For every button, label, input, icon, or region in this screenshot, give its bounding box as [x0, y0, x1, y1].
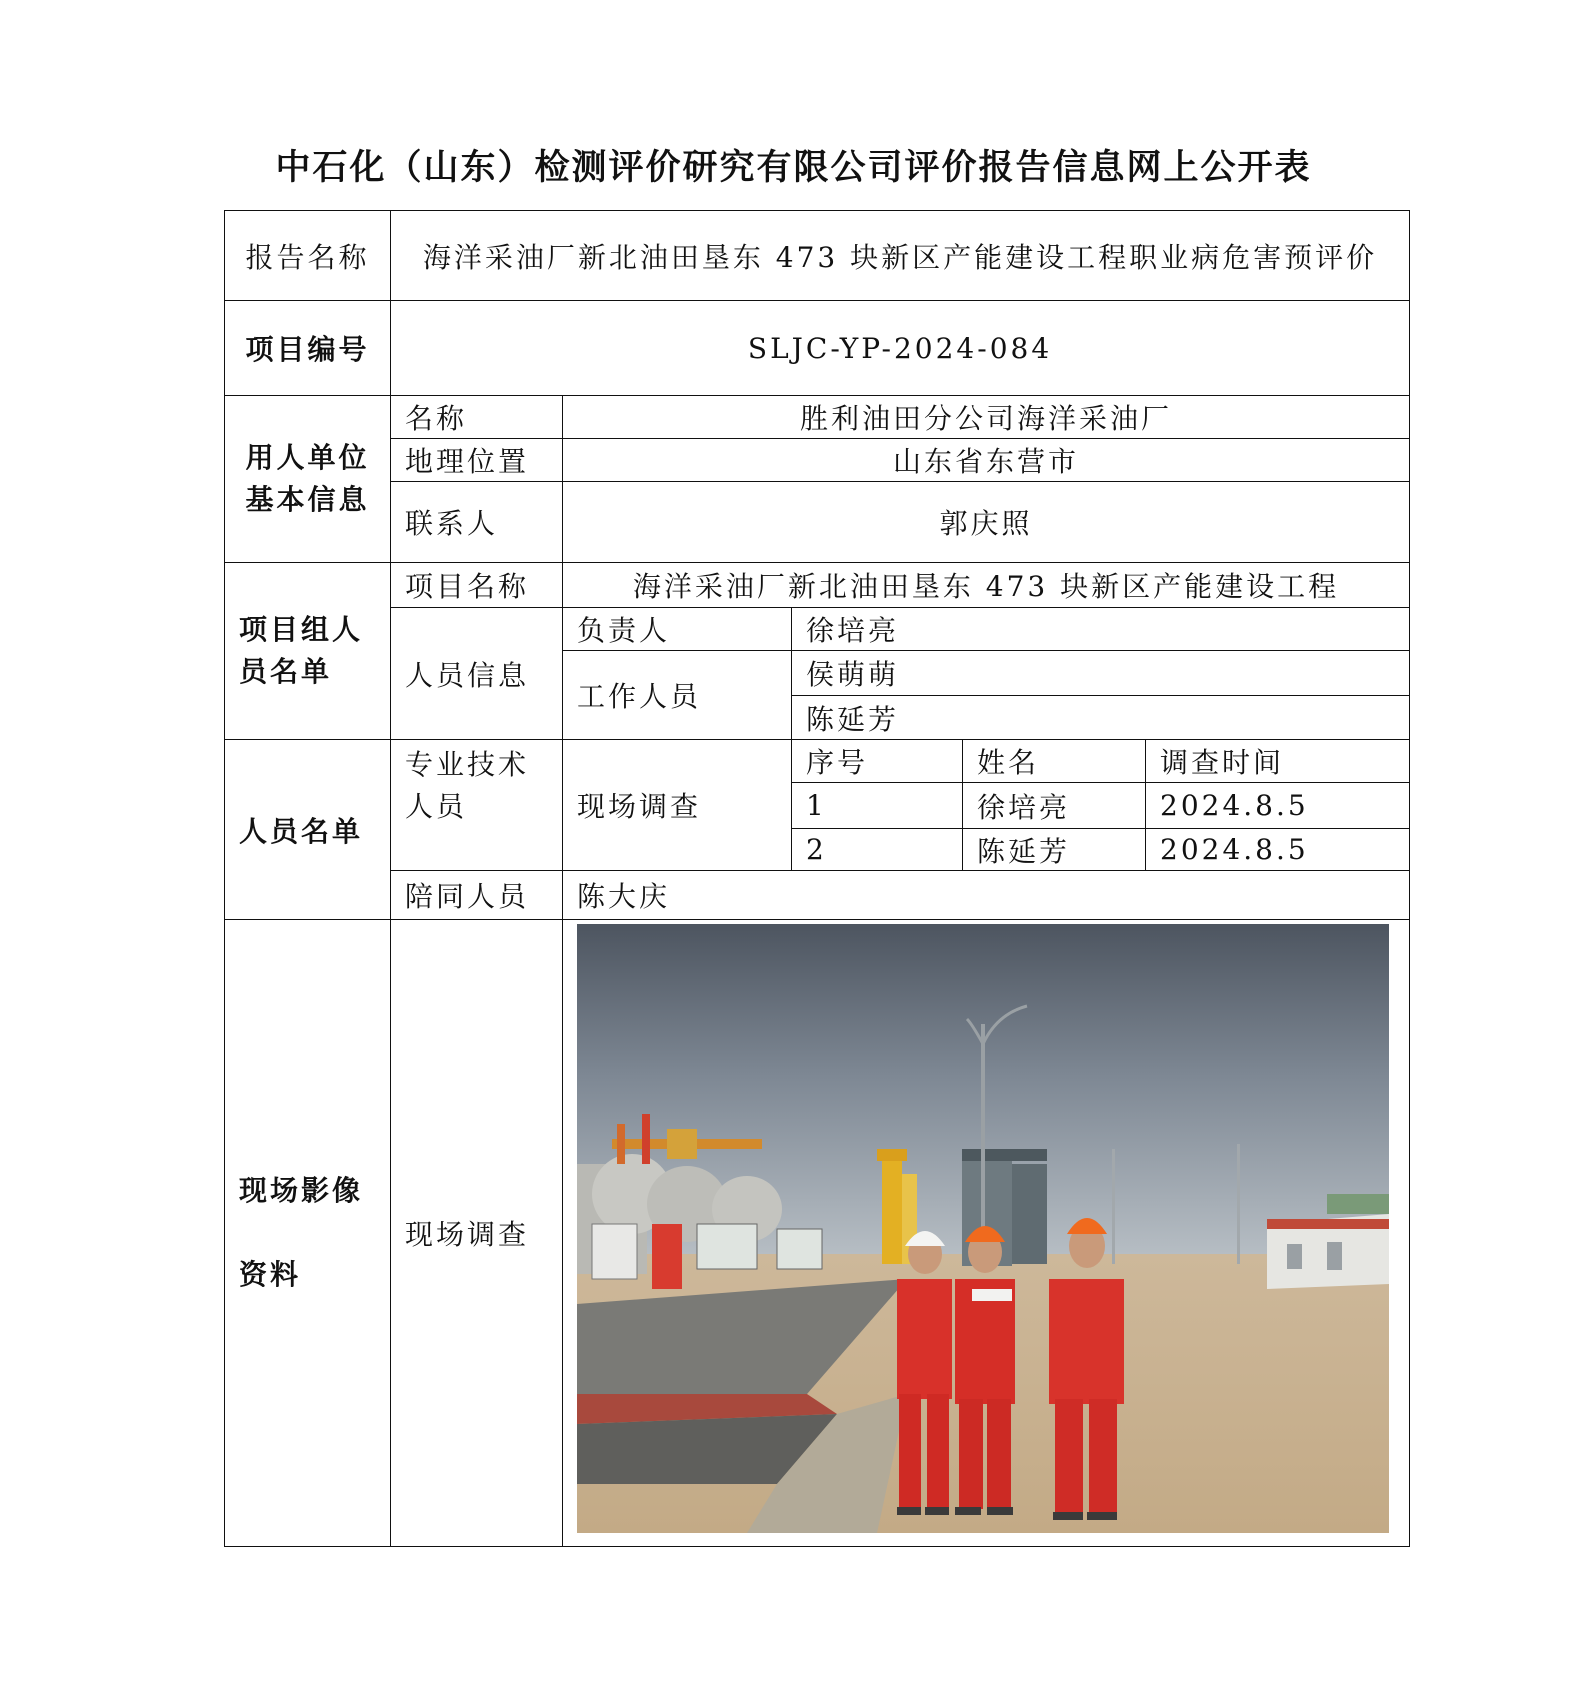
row-seq: 2: [792, 829, 963, 871]
worker-value: 陈延芳: [792, 696, 1410, 740]
employer-contact-label: 联系人: [391, 482, 563, 563]
row-date: 2024.8.5: [1146, 829, 1410, 871]
team-project-name-value: 海洋采油厂新北油田垦东 473 块新区产能建设工程: [563, 563, 1410, 608]
escort-value: 陈大庆: [563, 871, 1410, 920]
photo-cell: [563, 920, 1410, 1547]
header-date: 调查时间: [1146, 740, 1410, 783]
project-no-label: 项目编号: [225, 301, 391, 396]
images-label: [225, 920, 391, 1547]
row-name: 徐培亮: [963, 783, 1146, 829]
row-seq: 1: [792, 783, 963, 829]
report-name-label: 报告名称: [225, 211, 391, 301]
employer-name-value: 胜利油田分公司海洋采油厂: [563, 396, 1410, 439]
lead-label: 负责人: [563, 608, 792, 651]
personnel-label: 人员名单: [225, 740, 391, 920]
survey-label: 现场调查: [563, 740, 792, 871]
row-name: 陈延芳: [963, 829, 1146, 871]
report-table: [224, 210, 1410, 1547]
project-no-value: SLJC-YP-2024-084: [391, 301, 1410, 396]
images-label-line1: 现场影像: [239, 1174, 364, 1207]
employer-name-label: 名称: [391, 396, 563, 439]
lead-value: 徐培亮: [792, 608, 1410, 651]
images-sub-label: 现场调查: [391, 920, 563, 1547]
site-photo: [577, 924, 1389, 1533]
escort-label: 陪同人员: [391, 871, 563, 920]
employer-location-label: 地理位置: [391, 439, 563, 482]
employer-location-value: 山东省东营市: [563, 439, 1410, 482]
worker-label: 工作人员: [563, 651, 792, 740]
header-name: 姓名: [963, 740, 1146, 783]
tech-staff-label: 专业技术人员: [391, 740, 563, 871]
images-label-line2: 资料: [239, 1258, 302, 1291]
page-title: 中石化（山东）检测评价研究有限公司评价报告信息网上公开表: [275, 148, 1312, 188]
team-project-name-label: 项目名称: [391, 563, 563, 608]
report-name-value: 海洋采油厂新北油田垦东 473 块新区产能建设工程职业病危害预评价: [391, 211, 1410, 301]
employer-label: 用人单位基本信息: [225, 396, 391, 563]
team-label: 项目组人员名单: [225, 563, 391, 740]
header-seq: 序号: [792, 740, 963, 783]
employer-contact-value: 郭庆照: [563, 482, 1410, 563]
staff-info-label: 人员信息: [391, 608, 563, 740]
row-date: 2024.8.5: [1146, 783, 1410, 829]
worker-value: 侯萌萌: [792, 651, 1410, 696]
